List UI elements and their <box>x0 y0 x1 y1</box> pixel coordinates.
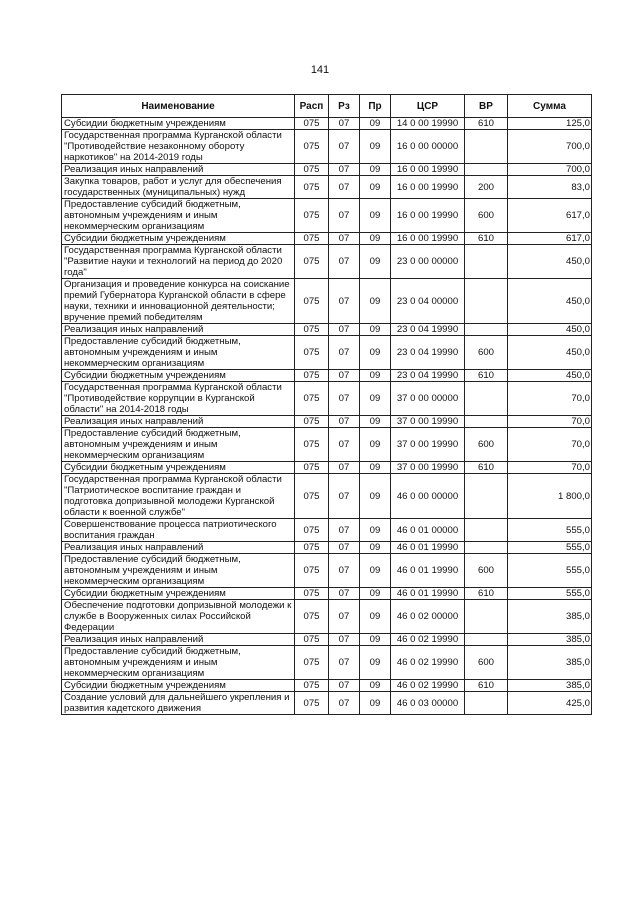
cell-rz: 07 <box>329 634 360 646</box>
cell-pr: 09 <box>360 542 391 554</box>
cell-pr: 09 <box>360 324 391 336</box>
cell-rasp: 075 <box>295 428 329 462</box>
cell-csr: 23 0 00 00000 <box>391 245 465 279</box>
cell-rz: 07 <box>329 588 360 600</box>
cell-sum: 385,0 <box>508 646 592 680</box>
cell-vr <box>465 634 508 646</box>
cell-sum: 700,0 <box>508 164 592 176</box>
cell-csr: 46 0 02 19990 <box>391 646 465 680</box>
cell-vr <box>465 474 508 519</box>
header-vr: ВР <box>465 95 508 118</box>
cell-vr: 600 <box>465 428 508 462</box>
table-row <box>62 245 592 279</box>
cell-vr: 600 <box>465 336 508 370</box>
table-row <box>62 233 592 245</box>
cell-vr <box>465 279 508 324</box>
cell-sum: 450,0 <box>508 279 592 324</box>
cell-sum: 555,0 <box>508 554 592 588</box>
cell-sum: 70,0 <box>508 416 592 428</box>
cell-rasp: 075 <box>295 118 329 130</box>
cell-rz: 07 <box>329 692 360 715</box>
cell-rasp: 075 <box>295 176 329 199</box>
cell-sum: 83,0 <box>508 176 592 199</box>
cell-vr: 600 <box>465 199 508 233</box>
cell-rasp: 075 <box>295 199 329 233</box>
cell-vr <box>465 130 508 164</box>
header-rz: Рз <box>329 95 360 118</box>
cell-sum: 617,0 <box>508 233 592 245</box>
table-row <box>62 462 592 474</box>
cell-rz: 07 <box>329 118 360 130</box>
table-row <box>62 692 592 715</box>
cell-vr <box>465 416 508 428</box>
cell-rasp: 075 <box>295 245 329 279</box>
cell-pr: 09 <box>360 279 391 324</box>
cell-pr: 09 <box>360 646 391 680</box>
cell-pr: 09 <box>360 554 391 588</box>
table-row <box>62 118 592 130</box>
cell-rz: 07 <box>329 164 360 176</box>
cell-rz: 07 <box>329 554 360 588</box>
cell-pr: 09 <box>360 199 391 233</box>
cell-pr: 09 <box>360 245 391 279</box>
cell-name: Субсидии бюджетным учреждениям <box>62 118 295 130</box>
cell-csr: 23 0 04 19990 <box>391 336 465 370</box>
cell-sum: 125,0 <box>508 118 592 130</box>
cell-rz: 07 <box>329 336 360 370</box>
cell-csr: 23 0 04 19990 <box>391 370 465 382</box>
cell-csr: 46 0 01 00000 <box>391 519 465 542</box>
cell-vr <box>465 382 508 416</box>
table-row <box>62 646 592 680</box>
table-row <box>62 382 592 416</box>
table-row <box>62 680 592 692</box>
cell-vr: 610 <box>465 118 508 130</box>
cell-rz: 07 <box>329 519 360 542</box>
cell-pr: 09 <box>360 118 391 130</box>
cell-rasp: 075 <box>295 519 329 542</box>
cell-pr: 09 <box>360 634 391 646</box>
cell-rasp: 075 <box>295 474 329 519</box>
cell-name: Субсидии бюджетным учреждениям <box>62 370 295 382</box>
cell-sum: 450,0 <box>508 370 592 382</box>
budget-table <box>61 94 592 715</box>
table-body <box>62 118 592 715</box>
cell-sum: 385,0 <box>508 680 592 692</box>
cell-sum: 70,0 <box>508 462 592 474</box>
cell-rz: 07 <box>329 176 360 199</box>
cell-csr: 46 0 01 19990 <box>391 554 465 588</box>
header-rasp: Расп <box>295 95 329 118</box>
cell-rz: 07 <box>329 130 360 164</box>
cell-name: Субсидии бюджетным учреждениям <box>62 462 295 474</box>
cell-name: Обеспечение подготовки допризывной молодежи к службе в Вооруженных силах Российской Федерации <box>62 600 295 634</box>
cell-pr: 09 <box>360 370 391 382</box>
cell-pr: 09 <box>360 164 391 176</box>
cell-vr: 600 <box>465 554 508 588</box>
cell-rasp: 075 <box>295 382 329 416</box>
cell-csr: 23 0 04 19990 <box>391 324 465 336</box>
cell-vr: 600 <box>465 646 508 680</box>
cell-sum: 555,0 <box>508 542 592 554</box>
cell-name: Государственная программа Курганской области "Развитие науки и технологий на период до 2020 года" <box>62 245 295 279</box>
cell-vr <box>465 245 508 279</box>
cell-sum: 555,0 <box>508 588 592 600</box>
cell-sum: 385,0 <box>508 600 592 634</box>
table-row <box>62 588 592 600</box>
table-row <box>62 428 592 462</box>
cell-name: Реализация иных направлений <box>62 324 295 336</box>
cell-vr: 200 <box>465 176 508 199</box>
header-name: Наименование <box>62 95 295 118</box>
cell-rz: 07 <box>329 542 360 554</box>
cell-name: Предоставление субсидий бюджетным, автономным учреждениям и иным некоммерческим организациям <box>62 428 295 462</box>
cell-rasp: 075 <box>295 554 329 588</box>
cell-vr: 610 <box>465 370 508 382</box>
cell-vr: 610 <box>465 588 508 600</box>
cell-vr <box>465 600 508 634</box>
cell-pr: 09 <box>360 519 391 542</box>
cell-vr <box>465 692 508 715</box>
cell-rasp: 075 <box>295 164 329 176</box>
cell-pr: 09 <box>360 692 391 715</box>
cell-sum: 385,0 <box>508 634 592 646</box>
cell-rz: 07 <box>329 680 360 692</box>
cell-vr <box>465 324 508 336</box>
cell-rasp: 075 <box>295 680 329 692</box>
cell-sum: 425,0 <box>508 692 592 715</box>
cell-name: Государственная программа Курганской области "Патриотическое воспитание граждан и подготовка допризывной молодежи Курганской области к военной службе" <box>62 474 295 519</box>
cell-rasp: 075 <box>295 416 329 428</box>
cell-rz: 07 <box>329 600 360 634</box>
table-row <box>62 130 592 164</box>
table-row <box>62 279 592 324</box>
cell-rasp: 075 <box>295 336 329 370</box>
cell-pr: 09 <box>360 233 391 245</box>
cell-name: Государственная программа Курганской области "Противодействие коррупции в Курганской области" на 2014-2018 годы <box>62 382 295 416</box>
table-row <box>62 336 592 370</box>
cell-vr: 610 <box>465 462 508 474</box>
cell-rz: 07 <box>329 370 360 382</box>
cell-rasp: 075 <box>295 692 329 715</box>
cell-csr: 46 0 02 19990 <box>391 680 465 692</box>
cell-rasp: 075 <box>295 279 329 324</box>
cell-vr <box>465 542 508 554</box>
cell-sum: 70,0 <box>508 382 592 416</box>
cell-pr: 09 <box>360 130 391 164</box>
cell-pr: 09 <box>360 428 391 462</box>
cell-rz: 07 <box>329 233 360 245</box>
cell-pr: 09 <box>360 382 391 416</box>
cell-rasp: 075 <box>295 462 329 474</box>
cell-pr: 09 <box>360 416 391 428</box>
cell-name: Субсидии бюджетным учреждениям <box>62 680 295 692</box>
cell-rz: 07 <box>329 324 360 336</box>
cell-csr: 46 0 02 19990 <box>391 634 465 646</box>
cell-pr: 09 <box>360 588 391 600</box>
table-row <box>62 554 592 588</box>
cell-name: Субсидии бюджетным учреждениям <box>62 588 295 600</box>
table-header-row <box>62 95 592 118</box>
cell-sum: 555,0 <box>508 519 592 542</box>
cell-name: Предоставление субсидий бюджетным, автономным учреждениям и иным некоммерческим организациям <box>62 646 295 680</box>
cell-csr: 16 0 00 19990 <box>391 199 465 233</box>
table-row <box>62 519 592 542</box>
cell-csr: 16 0 00 00000 <box>391 130 465 164</box>
cell-vr <box>465 519 508 542</box>
cell-rz: 07 <box>329 279 360 324</box>
cell-sum: 1 800,0 <box>508 474 592 519</box>
cell-sum: 70,0 <box>508 428 592 462</box>
cell-rasp: 075 <box>295 324 329 336</box>
cell-pr: 09 <box>360 600 391 634</box>
cell-csr: 37 0 00 00000 <box>391 382 465 416</box>
cell-name: Реализация иных направлений <box>62 416 295 428</box>
cell-rasp: 075 <box>295 646 329 680</box>
cell-csr: 16 0 00 19990 <box>391 164 465 176</box>
table-row <box>62 474 592 519</box>
cell-rasp: 075 <box>295 600 329 634</box>
cell-sum: 617,0 <box>508 199 592 233</box>
cell-vr <box>465 164 508 176</box>
cell-name: Реализация иных направлений <box>62 634 295 646</box>
cell-csr: 46 0 01 19990 <box>391 588 465 600</box>
page-number: 141 <box>310 64 330 76</box>
cell-name: Государственная программа Курганской области "Противодействие незаконному обороту наркотиков" на 2014-2019 годы <box>62 130 295 164</box>
cell-pr: 09 <box>360 462 391 474</box>
cell-name: Организация и проведение конкурса на соискание премий Губернатора Курганской области в сфере науки, техники и инновационной деятельности; вручение премий победителям <box>62 279 295 324</box>
cell-csr: 23 0 04 00000 <box>391 279 465 324</box>
cell-rz: 07 <box>329 382 360 416</box>
cell-rz: 07 <box>329 462 360 474</box>
cell-csr: 14 0 00 19990 <box>391 118 465 130</box>
cell-rz: 07 <box>329 474 360 519</box>
cell-rasp: 075 <box>295 130 329 164</box>
cell-csr: 46 0 00 00000 <box>391 474 465 519</box>
cell-rz: 07 <box>329 245 360 279</box>
cell-csr: 37 0 00 19990 <box>391 428 465 462</box>
cell-csr: 46 0 03 00000 <box>391 692 465 715</box>
cell-csr: 16 0 00 19990 <box>391 233 465 245</box>
cell-name: Совершенствование процесса патриотического воспитания граждан <box>62 519 295 542</box>
cell-rasp: 075 <box>295 634 329 646</box>
cell-name: Предоставление субсидий бюджетным, автономным учреждениям и иным некоммерческим организациям <box>62 199 295 233</box>
cell-vr: 610 <box>465 680 508 692</box>
cell-sum: 450,0 <box>508 245 592 279</box>
cell-sum: 700,0 <box>508 130 592 164</box>
cell-pr: 09 <box>360 474 391 519</box>
cell-pr: 09 <box>360 176 391 199</box>
cell-rasp: 075 <box>295 542 329 554</box>
cell-sum: 450,0 <box>508 336 592 370</box>
cell-name: Создание условий для дальнейшего укрепления и развития кадетского движения <box>62 692 295 715</box>
table-row <box>62 370 592 382</box>
cell-csr: 37 0 00 19990 <box>391 416 465 428</box>
cell-sum: 450,0 <box>508 324 592 336</box>
cell-csr: 46 0 01 19990 <box>391 542 465 554</box>
cell-csr: 16 0 00 19990 <box>391 176 465 199</box>
cell-rz: 07 <box>329 199 360 233</box>
cell-rz: 07 <box>329 428 360 462</box>
cell-name: Предоставление субсидий бюджетным, автономным учреждениям и иным некоммерческим организациям <box>62 336 295 370</box>
cell-name: Предоставление субсидий бюджетным, автономным учреждениям и иным некоммерческим организациям <box>62 554 295 588</box>
header-sum: Сумма <box>508 95 592 118</box>
cell-name: Закупка товаров, работ и услуг для обеспечения государственных (муниципальных) нужд <box>62 176 295 199</box>
cell-csr: 46 0 02 00000 <box>391 600 465 634</box>
cell-vr: 610 <box>465 233 508 245</box>
cell-rasp: 075 <box>295 588 329 600</box>
cell-name: Реализация иных направлений <box>62 542 295 554</box>
cell-rz: 07 <box>329 416 360 428</box>
table-row <box>62 176 592 199</box>
cell-rasp: 075 <box>295 370 329 382</box>
cell-rz: 07 <box>329 646 360 680</box>
table-row <box>62 600 592 634</box>
cell-pr: 09 <box>360 680 391 692</box>
table-row <box>62 634 592 646</box>
cell-csr: 37 0 00 19990 <box>391 462 465 474</box>
header-pr: Пр <box>360 95 391 118</box>
cell-name: Субсидии бюджетным учреждениям <box>62 233 295 245</box>
header-csr: ЦСР <box>391 95 465 118</box>
cell-pr: 09 <box>360 336 391 370</box>
table-row <box>62 542 592 554</box>
cell-rasp: 075 <box>295 233 329 245</box>
table-row <box>62 164 592 176</box>
table-row <box>62 416 592 428</box>
table-row <box>62 199 592 233</box>
table-row <box>62 324 592 336</box>
cell-name: Реализация иных направлений <box>62 164 295 176</box>
